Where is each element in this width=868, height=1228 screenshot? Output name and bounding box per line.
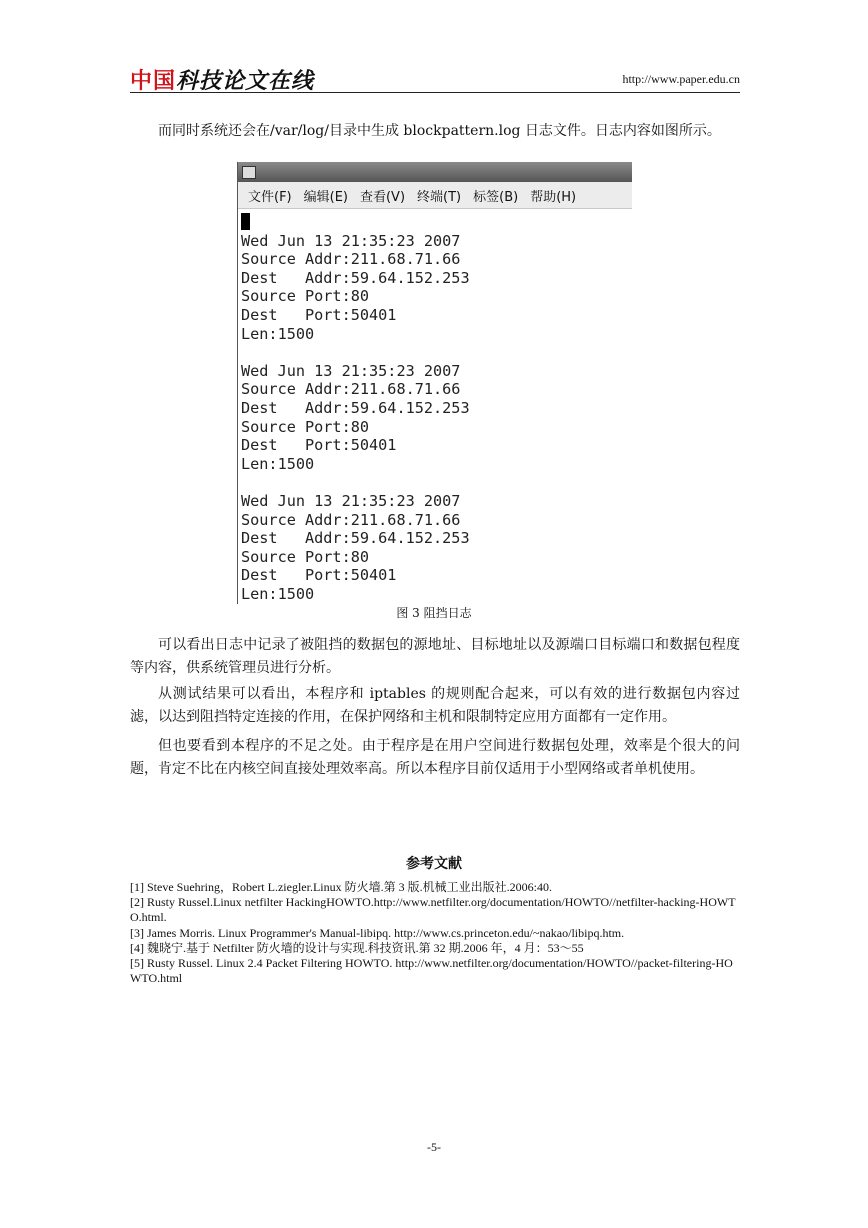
- terminal-line: [241, 473, 632, 492]
- body-paragraph: 从测试结果可以看出，本程序和 iptables 的规则配合起来，可以有效的进行数据包内容过滤，以达到阻挡特定连接的作用，在保护网络和主机和限制特定应用方面都有一定作用。: [130, 686, 740, 725]
- menu-item-help[interactable]: 帮助(H): [530, 189, 577, 205]
- terminal-line: Wed Jun 13 21:35:23 2007: [241, 231, 461, 250]
- menu-item-file[interactable]: 文件(F): [248, 189, 292, 205]
- terminal-line: Dest Port:50401: [241, 436, 397, 455]
- terminal-window-icon: [242, 166, 256, 179]
- terminal-line: Dest Addr:59.64.152.253: [241, 529, 470, 548]
- terminal-line: Wed Jun 13 21:35:23 2007: [241, 361, 461, 380]
- menu-item-view[interactable]: 查看(V): [359, 189, 406, 205]
- terminal-line: Len:1500: [241, 454, 315, 473]
- terminal-menubar: [238, 182, 632, 209]
- logo-dark-text: 科技论文在线: [176, 69, 315, 94]
- menu-item-terminal[interactable]: 终端(T): [417, 189, 462, 205]
- terminal-window-figure: [237, 162, 632, 604]
- terminal-output: [238, 209, 632, 603]
- terminal-line: Source Addr:211.68.71.66: [241, 250, 461, 269]
- logo-red-text: 中国: [130, 69, 177, 94]
- references-list: [130, 880, 742, 986]
- terminal-line: Dest Port:50401: [241, 305, 397, 324]
- terminal-line: Len:1500: [241, 324, 315, 343]
- terminal-line: Len:1500: [241, 584, 315, 603]
- body-paragraph: 可以看出日志中记录了被阻挡的数据包的源地址、目标地址以及源端口目标端口和数据包程度等内容，供系统管理员进行分析。: [130, 637, 740, 676]
- reference-item: [3] James Morris. Linux Programmer's Manual-libipq. http://www.cs.princeton.edu/~nakao/libipq.htm.: [130, 925, 625, 940]
- page-number: -5-: [427, 1140, 441, 1154]
- terminal-line: Source Addr:211.68.71.66: [241, 510, 461, 529]
- reference-item: [4] 魏晓宁.基于 Netfilter 防火墙的设计与实现.科技资讯.第 32 期.2006 年，4 月：53～55: [130, 940, 584, 955]
- terminal-line: Dest Addr:59.64.152.253: [241, 268, 470, 287]
- reference-item: [2] Rusty Russel.Linux netfilter HackingHOWTO.http://www.netfilter.org/documentation/HOWTO//netfilter-hacking-HOWTO.html.: [130, 895, 736, 925]
- terminal-titlebar: [238, 162, 632, 182]
- terminal-line: Source Addr:211.68.71.66: [241, 380, 461, 399]
- reference-item: [1] Steve Suehring，Robert L.ziegler.Linux 防火墙.第 3 版.机械工业出版社.2006:40.: [130, 880, 552, 894]
- page-header: [130, 64, 740, 93]
- menu-item-edit[interactable]: 编辑(E): [303, 189, 348, 205]
- reference-item: [5] Rusty Russel. Linux 2.4 Packet Filtering HOWTO. http://www.netfilter.org/documentation/HOWTO//packet-filtering-HOWTO.html: [130, 956, 733, 986]
- menu-item-tabs[interactable]: 标签(B): [473, 189, 519, 205]
- references-title: 参考文献: [406, 856, 462, 872]
- figure-caption: 图 3 阻挡日志: [396, 606, 472, 620]
- intro-paragraph: 而同时系统还会在/var/log/目录中生成 blockpattern.log 日志文件。日志内容如图所示。: [158, 123, 721, 139]
- terminal-line: Wed Jun 13 21:35:23 2007: [241, 491, 461, 510]
- terminal-line: Source Port:80: [241, 287, 370, 306]
- terminal-line: Dest Addr:59.64.152.253: [241, 398, 470, 417]
- terminal-line: Dest Port:50401: [241, 566, 397, 585]
- body-paragraph: 但也要看到本程序的不足之处。由于程序是在用户空间进行数据包处理，效率是个很大的问题，肯定不比在内核空间直接处理效率高。所以本程序目前仅适用于小型网络或者单机使用。: [130, 738, 740, 777]
- terminal-line: Source Port:80: [241, 417, 370, 436]
- header-url[interactable]: http://www.paper.edu.cn: [622, 72, 740, 86]
- journal-logo: [130, 64, 314, 95]
- terminal-cursor: [241, 213, 250, 230]
- terminal-line: Source Port:80: [241, 547, 370, 566]
- terminal-line: [241, 343, 632, 362]
